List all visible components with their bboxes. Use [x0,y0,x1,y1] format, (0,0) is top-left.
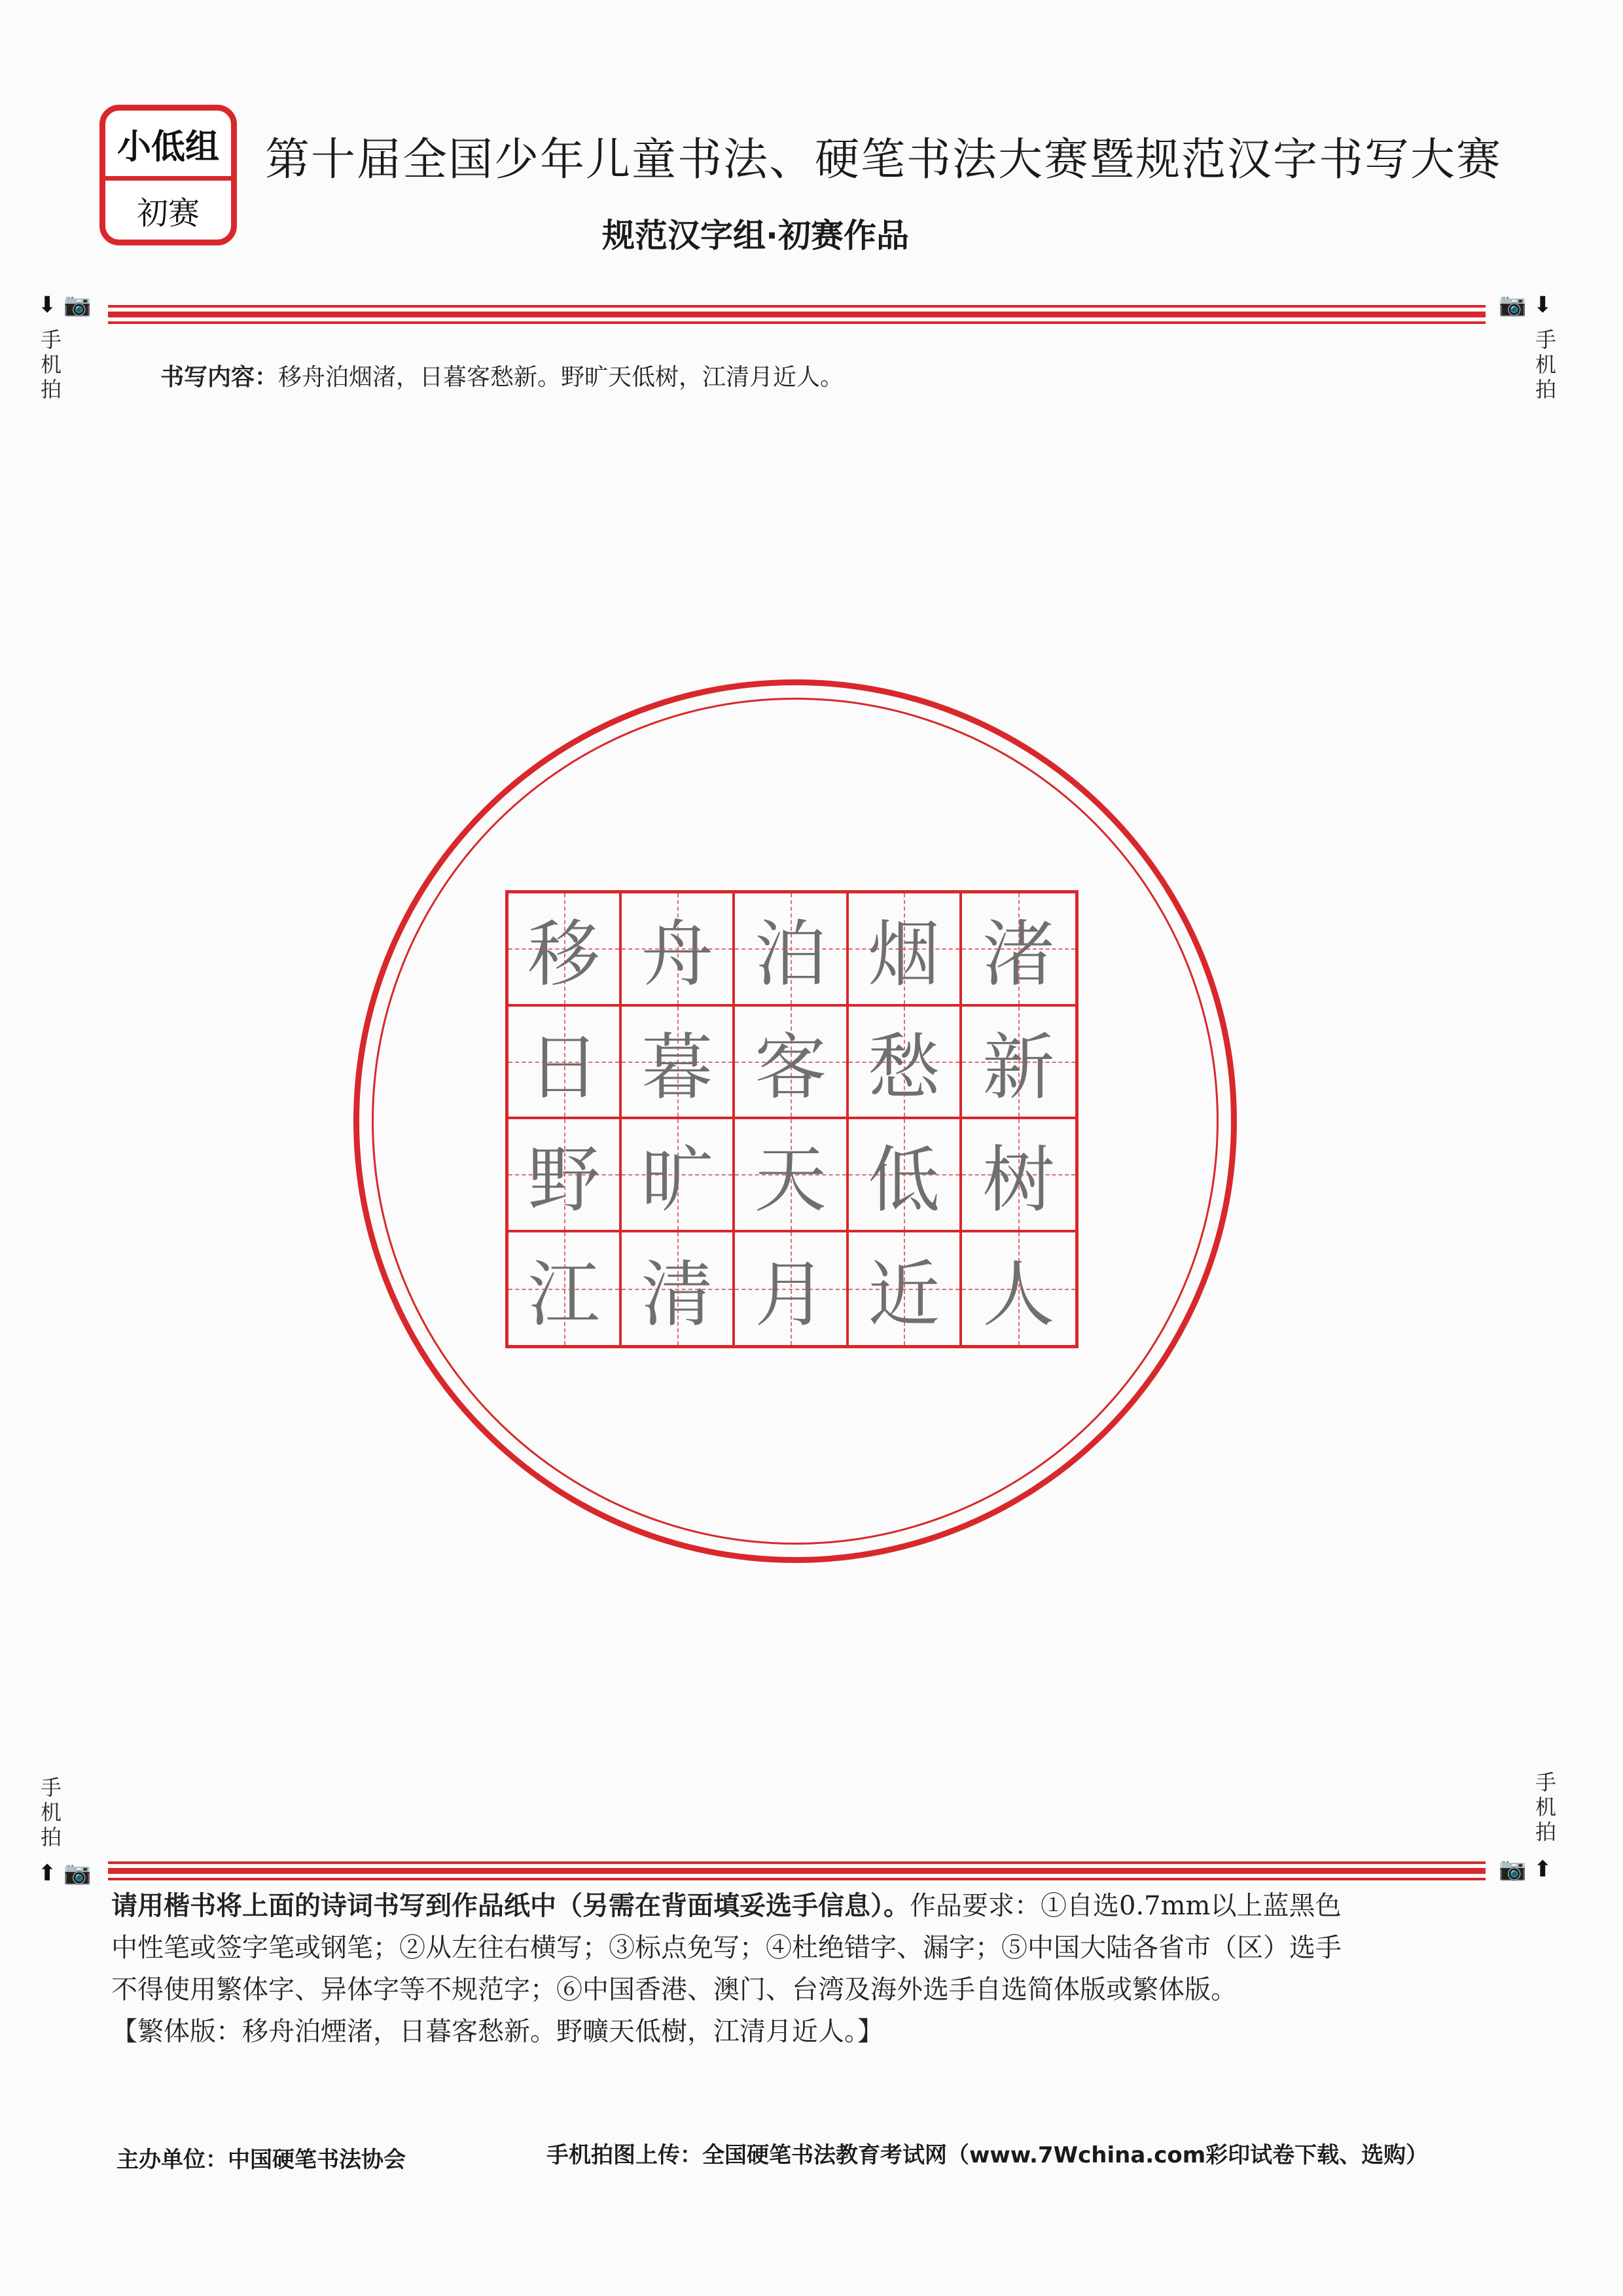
download-camera-icon-top-left [38,292,92,318]
grid-character: 客 [754,1025,827,1109]
bottom-right-icon-text: 📷 ⬆ [1499,1856,1552,1882]
competition-subtitle: 规范汉字组·初赛作品 [602,217,909,255]
top-rule-lower [108,321,1486,324]
requirements-instruction: 请用楷书将上面的诗词书写到作品纸中（另需在背面填妥选手信息）。 [111,1891,910,1921]
grid-character: 江 [527,1252,600,1336]
grid-character: 近 [868,1252,940,1336]
grid-character: 日 [527,1025,600,1109]
phone-label-bottom-left: 手机拍 [40,1775,62,1850]
grid-character: 新 [982,1025,1055,1109]
organizer-text: 主办单位：中国硬笔书法协会 [116,2147,406,2173]
grid-character: 清 [641,1252,713,1336]
phone-label-top-left: 手机拍 [40,327,62,402]
grid-cell [508,893,622,1007]
grid-cell [735,1119,848,1232]
grid-character: 月 [754,1252,827,1336]
upload-camera-icon-bottom-left [38,1860,92,1886]
requirements-line-2: 中性笔或签字笔或钢笔；②从左往右横写；③标点免写；④杜绝错字、漏字；⑤中国大陆各省市（区）选手 [111,1933,1342,1963]
grid-cell [735,893,848,1007]
requirements-line-3: 不得使用繁体字、异体字等不规范字；⑥中国香港、澳门、台湾及海外选手自选简体版或繁体版。 [111,1975,1237,2005]
top-right-icon-text: 📷 ⬇ [1499,292,1552,318]
top-rule-upper [108,305,1486,308]
grid-cell [622,893,735,1007]
grid-cell [622,1232,735,1346]
top-left-icon-text: ⬇ 📷 [38,292,92,318]
grid-character: 低 [868,1138,940,1223]
grid-cell [622,1007,735,1120]
requirements-line-4: 【繁体版：移舟泊煙渚，日暮客愁新。野曠天低樹，江清月近人。】 [111,2017,883,2047]
competition-title: 第十届全国少年儿童书法、硬笔书法大赛暨规范汉字书写大赛 [265,134,1503,186]
writing-content-text: 移舟泊烟渚，日暮客愁新。野旷天低树，江清月近人。 [278,364,844,391]
requirements-block [111,1885,1492,2053]
grid-cell [735,1007,848,1120]
grid-cell [735,1232,848,1346]
grid-character: 暮 [641,1025,713,1109]
badge-group-label: 小低组 [105,111,231,181]
grid-cell [849,1007,962,1120]
writing-content-label: 书写内容： [160,364,279,391]
phone-label-bottom-right: 手机拍 [1535,1770,1556,1844]
grid-character: 舟 [641,912,713,997]
grid-cell [962,1119,1075,1232]
grid-character: 野 [527,1138,600,1223]
grid-character: 移 [527,912,600,997]
grid-character: 渚 [982,912,1055,997]
grid-character: 旷 [641,1138,713,1223]
grid-cell [849,1119,962,1232]
phone-label-top-right: 手机拍 [1535,327,1556,402]
grid-character: 烟 [868,912,940,997]
grid-character: 树 [982,1138,1055,1223]
camera-download-icon-top-right [1499,292,1552,318]
grid-character: 天 [754,1138,827,1223]
grid-cell [508,1119,622,1232]
grid-cell [849,1232,962,1346]
grid-cell [622,1119,735,1232]
camera-upload-icon-bottom-right [1499,1856,1552,1882]
writing-grid [505,890,1079,1348]
grid-cell [849,893,962,1007]
grid-character: 泊 [754,912,827,997]
upload-info-text: 手机拍图上传：全国硬笔书法教育考试网（www.7Wchina.com彩印试卷下载、选购） [546,2142,1429,2168]
grid-cell [962,893,1075,1007]
grid-character: 愁 [868,1025,940,1109]
requirements-line-1-rest: 作品要求：①自选0.7mm以上蓝黑色 [910,1891,1342,1921]
grid-cell [508,1232,622,1346]
grid-cell [508,1007,622,1120]
writing-content [160,359,844,392]
bottom-rule-lower [108,1878,1486,1880]
grid-cell [962,1007,1075,1120]
grid-character: 人 [982,1252,1055,1336]
top-rule-thick [108,312,1486,317]
bottom-rule-upper [108,1861,1486,1864]
grid-cell [962,1232,1075,1346]
requirements-line-1 [111,1885,1492,1927]
group-badge [99,105,237,245]
badge-stage-label: 初赛 [136,194,200,232]
bottom-rule-thick [108,1868,1486,1874]
bottom-left-icon-text: ⬆ 📷 [38,1860,92,1886]
